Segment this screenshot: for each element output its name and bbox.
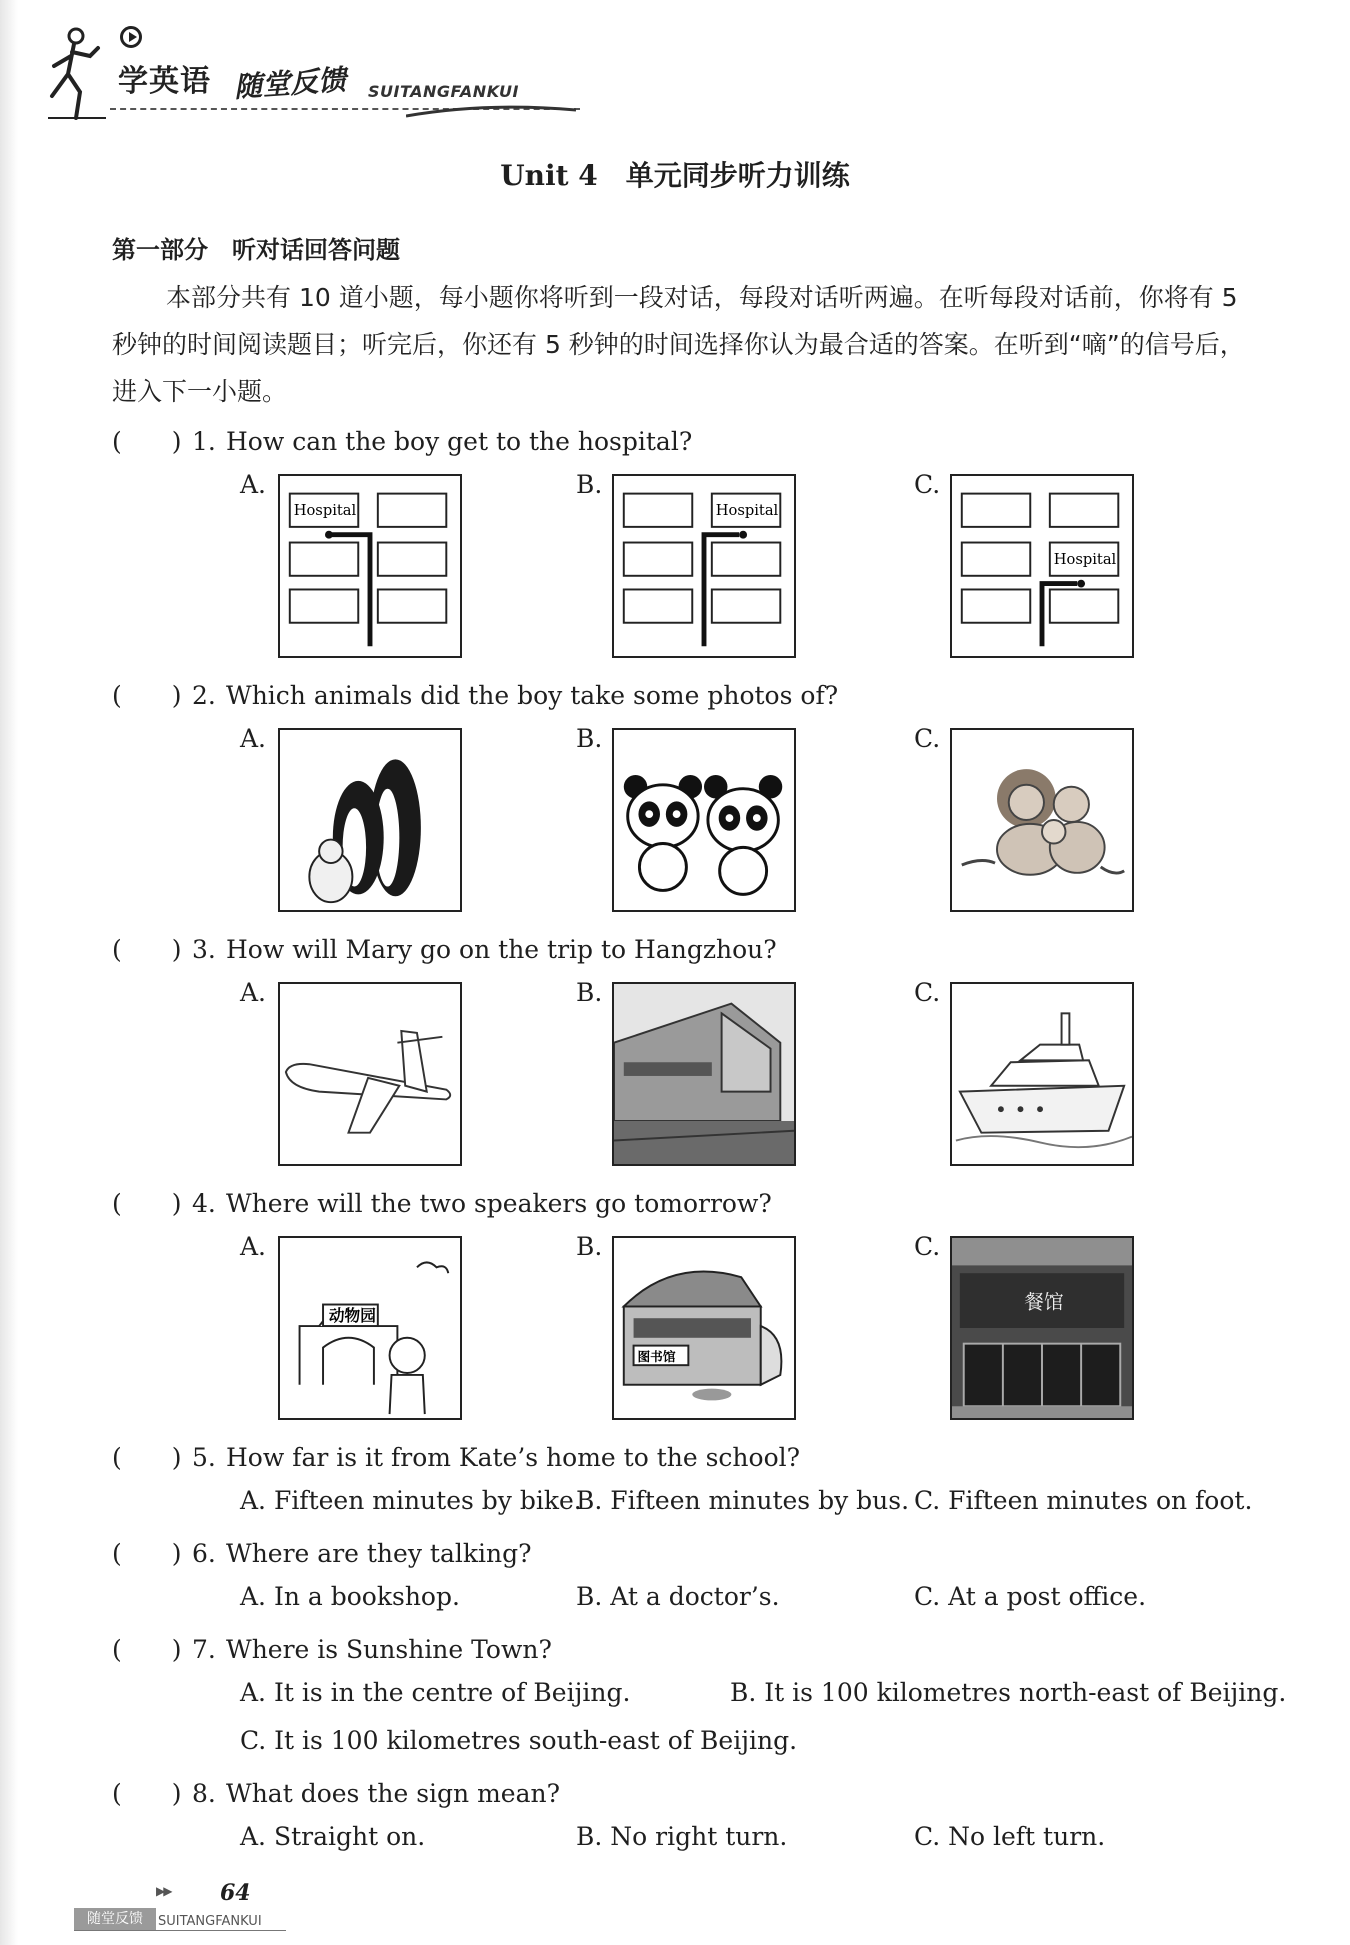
option-text: Straight on. [273, 1822, 426, 1851]
option-c[interactable] [914, 1486, 1252, 1515]
brand-handwritten-title: 随堂反馈 [233, 63, 348, 104]
option-label: C. [914, 724, 941, 753]
page-header [46, 22, 546, 122]
map-hospital-label: Hospital [1053, 551, 1117, 569]
question-number: 6. [192, 1539, 216, 1568]
option-label: B. [730, 1678, 757, 1707]
option-text: In a bookshop. [273, 1582, 460, 1611]
question-text: Where is Sunshine Town? [226, 1635, 552, 1664]
ship-picture[interactable] [950, 982, 1134, 1166]
pandas-picture[interactable] [612, 728, 796, 912]
answer-blank[interactable]: ( ) [112, 1443, 182, 1472]
question-8 [112, 1774, 560, 1810]
footer-brand-latin: SUITANGFANKUI [158, 1914, 262, 1929]
map-hospital-second-right-image[interactable] [950, 474, 1134, 658]
question-number: 8. [192, 1779, 216, 1808]
option-b[interactable] [576, 1822, 787, 1851]
option-label: A. [240, 1678, 267, 1707]
option-text: Fifteen minutes by bike. [273, 1486, 582, 1515]
runner-logo-icon [46, 26, 116, 122]
play-icon [120, 26, 142, 48]
option-label: B. [576, 1582, 603, 1611]
question-number: 7. [192, 1635, 216, 1664]
question-text: Where will the two speakers go tomorrow? [226, 1189, 772, 1218]
unit-title: Unit 4 单元同步听力训练 [500, 159, 850, 192]
option-label: A. [240, 1822, 267, 1851]
option-text: It is 100 kilometres south-east of Beijing. [274, 1726, 798, 1755]
double-arrow-icon: ▶▶ [156, 1884, 171, 1898]
option-text: No right turn. [610, 1822, 788, 1851]
zoo-picture[interactable] [278, 1236, 462, 1420]
question-text: What does the sign mean? [226, 1779, 560, 1808]
header-swoosh-decoration [406, 102, 576, 120]
question-number: 3. [192, 935, 216, 964]
option-label: B. [576, 470, 603, 499]
option-label: C. [914, 470, 941, 499]
map-hospital-right-image[interactable] [612, 474, 796, 658]
plane-picture[interactable] [278, 982, 462, 1166]
option-text: It is in the centre of Beijing. [273, 1678, 631, 1707]
penguins-picture[interactable] [278, 728, 462, 912]
library-sign-text: 图书馆 [637, 1349, 676, 1365]
answer-blank[interactable]: ( ) [112, 681, 182, 710]
lions-picture[interactable] [950, 728, 1134, 912]
option-label: B. [576, 978, 603, 1007]
question-4 [112, 1184, 772, 1220]
option-text: At a post office. [948, 1582, 1147, 1611]
option-label: C. [240, 1726, 267, 1755]
answer-blank[interactable]: ( ) [112, 1779, 182, 1808]
option-text: It is 100 kilometres north-east of Beijing. [764, 1678, 1287, 1707]
option-a[interactable] [240, 1822, 425, 1851]
option-b[interactable] [576, 1582, 780, 1611]
question-number: 4. [192, 1189, 216, 1218]
question-1 [112, 422, 692, 458]
option-label: C. [914, 1486, 941, 1515]
question-5 [112, 1438, 800, 1474]
option-text: No left turn. [948, 1822, 1106, 1851]
question-number: 1. [192, 427, 216, 456]
option-label: B. [576, 1486, 603, 1515]
question-number: 2. [192, 681, 216, 710]
question-text: How far is it from Kate’s home to the school? [226, 1443, 801, 1472]
section-title: 第一部分 听对话回答问题 [112, 236, 400, 264]
answer-blank[interactable]: ( ) [112, 1189, 182, 1218]
option-label: B. [576, 724, 603, 753]
zoo-sign-text: 动物园 [328, 1306, 376, 1326]
map-hospital-label: Hospital [293, 502, 357, 520]
footer-rule [74, 1930, 286, 1931]
question-number: 5. [192, 1443, 216, 1472]
question-3 [112, 930, 777, 966]
restaurant-picture[interactable] [950, 1236, 1134, 1420]
question-text: Where are they talking? [226, 1539, 532, 1568]
question-7 [112, 1630, 552, 1666]
option-label: C. [914, 1232, 941, 1261]
option-a[interactable] [240, 1678, 630, 1707]
option-text: Fifteen minutes by bus. [610, 1486, 910, 1515]
question-text: Which animals did the boy take some photos of? [226, 681, 839, 710]
option-b[interactable] [576, 1486, 909, 1515]
footer-brand: 随堂反馈 [74, 1908, 156, 1930]
option-a[interactable] [240, 1582, 460, 1611]
option-label: A. [240, 978, 267, 1007]
answer-blank[interactable]: ( ) [112, 1635, 182, 1664]
train-picture[interactable] [612, 982, 796, 1166]
option-b[interactable] [730, 1678, 1286, 1707]
option-c[interactable] [240, 1726, 797, 1755]
option-a[interactable] [240, 1486, 582, 1515]
answer-blank[interactable]: ( ) [112, 935, 182, 964]
option-label: C. [914, 1822, 941, 1851]
page-edge-shadow [0, 0, 18, 1945]
map-hospital-label: Hospital [715, 502, 779, 520]
library-picture[interactable] [612, 1236, 796, 1420]
question-2 [112, 676, 838, 712]
question-text: How can the boy get to the hospital? [226, 427, 693, 456]
answer-blank[interactable]: ( ) [112, 1539, 182, 1568]
brand-title: 学英语 [118, 64, 211, 99]
option-label: C. [914, 978, 941, 1007]
section-instructions: 本部分共有 10 道小题，每小题你将听到一段对话，每段对话听两遍。在听每段对话前，你将有 5 秒钟的时间阅读题目；听完后，你还有 5 秒钟的时间选择你认为最合适的答案。在听到“嘀”的信号后，进入下一小题。 [112, 283, 1245, 406]
answer-blank[interactable]: ( ) [112, 427, 182, 456]
option-label: A. [240, 470, 267, 499]
option-label: C. [914, 1582, 941, 1611]
question-text: How will Mary go on the trip to Hangzhou? [226, 935, 777, 964]
option-text: At a doctor’s. [610, 1582, 780, 1611]
option-text: Fifteen minutes on foot. [948, 1486, 1253, 1515]
option-label: A. [240, 1486, 267, 1515]
restaurant-sign-text: 餐馆 [1024, 1290, 1064, 1314]
option-label: A. [240, 1582, 267, 1611]
option-label: B. [576, 1232, 603, 1261]
option-label: A. [240, 1232, 267, 1261]
page-number: 64 [220, 1880, 251, 1906]
option-c[interactable] [914, 1582, 1146, 1611]
option-label: A. [240, 724, 267, 753]
brand-latin-title: SUITANGFANKUI [368, 82, 519, 101]
option-c[interactable] [914, 1822, 1105, 1851]
option-label: B. [576, 1822, 603, 1851]
map-hospital-left-image[interactable] [278, 474, 462, 658]
question-6 [112, 1534, 532, 1570]
